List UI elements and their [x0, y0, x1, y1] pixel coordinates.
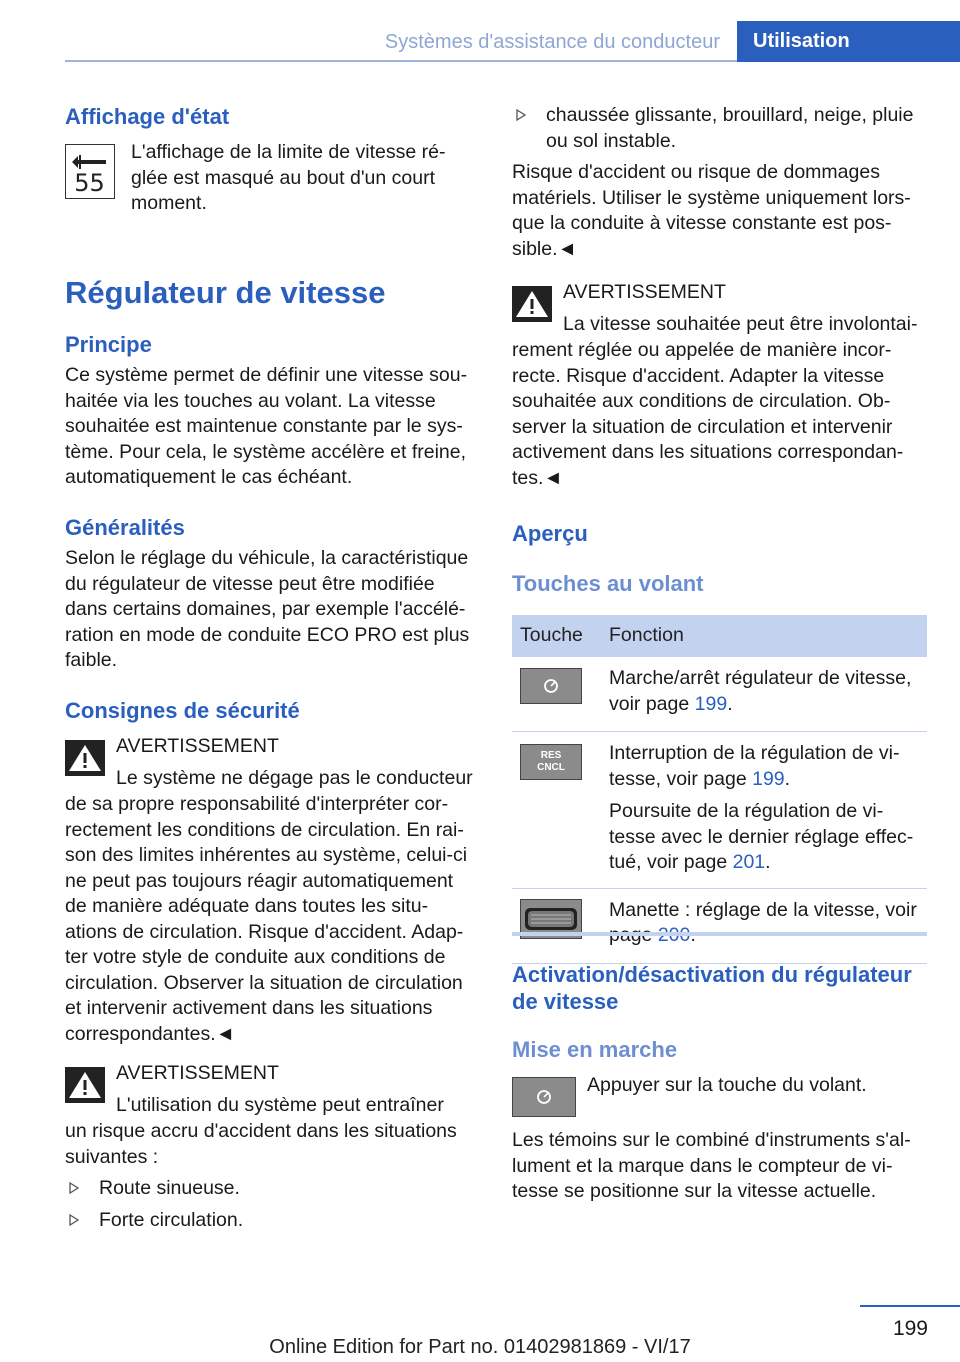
section-tab: Utilisation: [737, 21, 960, 62]
keys-table: [512, 615, 927, 964]
speed-limit-icon: [65, 144, 115, 199]
activation-heading: Activation/désactivation du régulateur de vitesse: [512, 962, 912, 1014]
table-row: RES CNCL Interruption de la régulation de vi- tesse, voir page 199. Poursuite de la régulation de vi- tesse avec le dernier réglage effec- tué, voir page 201.: [512, 732, 927, 889]
res-cncl-button-icon: RES CNCL: [520, 744, 582, 780]
warning2-title: AVERTISSEMENT: [116, 1062, 279, 1084]
speed-limit-number: 55: [74, 169, 105, 197]
principe-text: Ce système permet de définir une vitesse sou- haitée via les touches au volant. La vitesse souhaitée est maintenue constante par le sys- tème. Pour cela, le système accélère et freine, automatiquement le cas échéant.: [65, 364, 468, 488]
page-number: 199: [892, 1317, 928, 1340]
warning1-text: de sa propre responsabilité d'interpréter cor- rectement les conditions de circulation. En rai- son des limites inhérentes au système, celui-ci ne peut pas toujours réagir automatiquement de manière adéquate dans toutes les situ- ations de circulation. Risque d'accident. Adap- ter votre style de conduite aux conditions de circulation. Observer la situation de circulation et intervenir activement dans les situations correspondantes.◄: [65, 793, 468, 1045]
warning1-first-line: Le système ne dégage pas le conducteur: [116, 767, 473, 789]
warning3-title: AVERTISSEMENT: [563, 281, 726, 303]
bullet-triangle-icon: [69, 1182, 79, 1194]
bullet-triangle-icon: [69, 1214, 79, 1226]
table-row: Manette : réglage de la vitesse, voir: [512, 888, 927, 963]
status-text: L'affichage de la limite de vitesse ré- glée est masqué au bout d'un court moment.: [131, 141, 446, 214]
main-title: Régulateur de vitesse: [65, 275, 386, 310]
mise-en-marche-heading: Mise en marche: [512, 1037, 678, 1062]
warning3-first-line: La vitesse souhaitée peut être involontai-: [563, 313, 918, 335]
bullet-triangle-icon: [516, 109, 526, 121]
page-link[interactable]: 201: [732, 851, 766, 873]
table-header-row: [512, 615, 927, 657]
status-heading: Affichage d'état: [65, 104, 230, 129]
risk-text: Risque d'accident ou risque de dommages matériels. Utiliser le système uniquement lors- que la conduite à vitesse constante est pos- sible.◄: [512, 161, 911, 260]
mise-en-marche-text: Les témoins sur le combiné d'instruments s'al- lument et la marque dans le compteur de vi- tesse se positionne sur la vitesse actuelle.: [512, 1129, 911, 1202]
page-link[interactable]: 199: [694, 692, 728, 715]
breadcrumb: Systèmes d'assistance du conducteur: [384, 31, 720, 53]
table-header-touche: Touche: [512, 615, 609, 657]
table-row: Marche/arrêt régulateur de vitesse, voir page 199.: [512, 657, 927, 732]
warning2-first-line: L'utilisation du système peut entraîner: [116, 1094, 444, 1116]
warning-icon: [65, 740, 105, 776]
warning-icon: [512, 286, 552, 322]
apercu-heading: Aperçu: [512, 521, 588, 546]
generalites-text: Selon le réglage du véhicule, la caractéristique du régulateur de vitesse peut être modifiée dans certains domaines, par exemple l'accélé- ration en mode de conduite ECO PRO est plus faible.: [65, 547, 470, 671]
cruise-onoff-button-icon: [520, 668, 582, 704]
table-bottom-rule: [512, 932, 927, 936]
edition-note: Online Edition for Part no. 01402981869 - VI/17: [269, 1336, 691, 1358]
table-header-fonction: Fonction: [609, 615, 927, 657]
consignes-heading: Consignes de sécurité: [65, 698, 300, 723]
cruise-onoff-button-icon: [512, 1077, 576, 1117]
generalites-heading: Généralités: [65, 515, 185, 540]
warning3-text: rement réglée ou appelée de manière incor- recte. Risque d'accident. Adapter la vitesse souhaitée aux conditions de circulation. Ob- server la situation de circulation et intervenir activement dans les situations correspondan- tes.◄: [512, 339, 904, 489]
page-link[interactable]: 199: [752, 767, 785, 790]
header-rule: [65, 60, 737, 62]
mise-en-marche-instruction: Appuyer sur la touche du volant.: [587, 1074, 867, 1096]
touches-heading: Touches au volant: [512, 571, 704, 596]
warning2-text: un risque accru d'accident dans les situations suivantes :: [65, 1120, 457, 1168]
warning1-title: AVERTISSEMENT: [116, 735, 279, 757]
principe-heading: Principe: [65, 332, 152, 357]
warning-icon: [65, 1067, 105, 1103]
footer-rule: [860, 1305, 960, 1307]
